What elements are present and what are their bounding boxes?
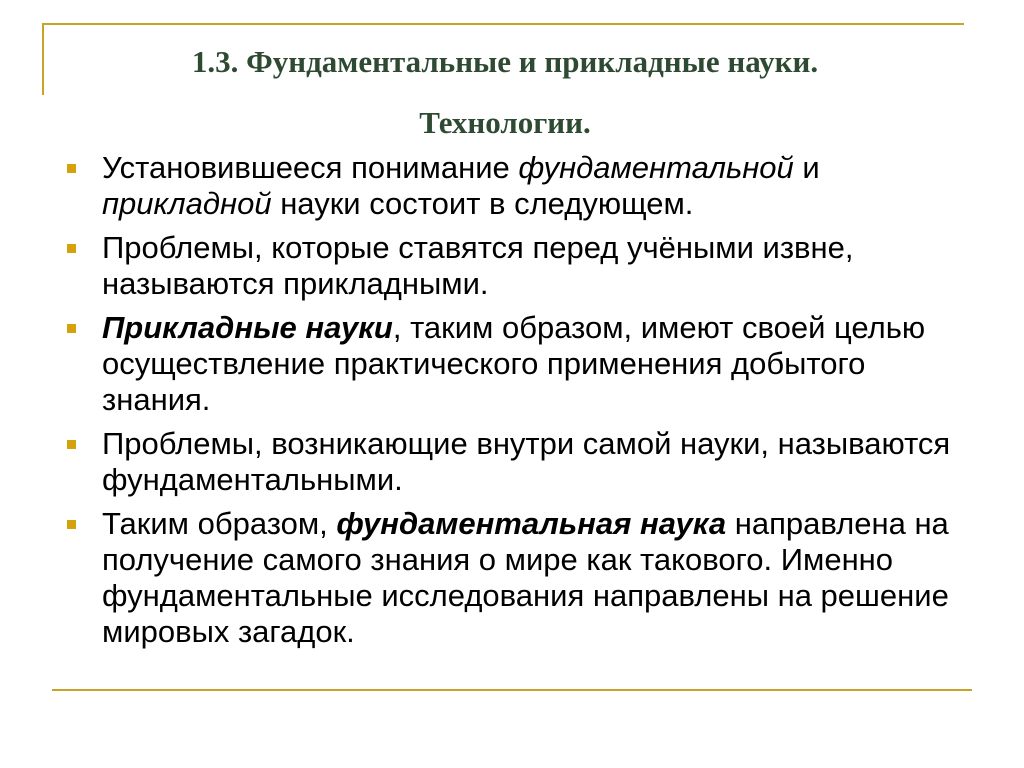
bullet-item — [62, 310, 952, 418]
bullet-text: направлена на получение самого знания о мире как такового. Именно фундаментальные исследования направлены на решение мировых загадок. — [102, 506, 949, 649]
bullet-item — [62, 150, 952, 222]
bullet-text: Установившееся понимание — [102, 150, 519, 185]
emphasis-text: фундаментальной — [518, 150, 794, 185]
square-bullet-icon — [67, 164, 76, 173]
bullet-text: Таким образом, — [102, 506, 337, 541]
top-rule — [42, 23, 964, 25]
bullet-text: , таким образом, имеют своей целью осуществление практического применения добытого знания. — [102, 310, 926, 417]
bullet-text: Проблемы, которые ставятся перед учёными извне, называются прикладными. — [102, 230, 854, 301]
bullet-text: Проблемы, возникающие внутри самой науки, называются фундаментальными. — [102, 426, 951, 497]
key-term: фундаментальная наука — [336, 506, 727, 541]
bullet-item — [62, 230, 952, 302]
bullet-item — [62, 506, 952, 650]
bullet-text: науки состоит в следующем. — [271, 186, 694, 221]
left-rule — [42, 23, 44, 95]
key-term: Прикладные науки — [102, 310, 393, 345]
square-bullet-icon — [67, 324, 76, 333]
bullet-item — [62, 426, 952, 498]
square-bullet-icon — [67, 520, 76, 529]
bullet-list — [62, 150, 952, 658]
square-bullet-icon — [67, 440, 76, 449]
bottom-rule — [52, 689, 972, 691]
bullet-text: и — [793, 150, 820, 185]
slide-title: 1.3. Фундаментальные и прикладные науки. — [191, 44, 819, 79]
slide-subtitle: Технологии. — [419, 105, 591, 140]
square-bullet-icon — [67, 244, 76, 253]
emphasis-text: прикладной — [102, 186, 272, 221]
